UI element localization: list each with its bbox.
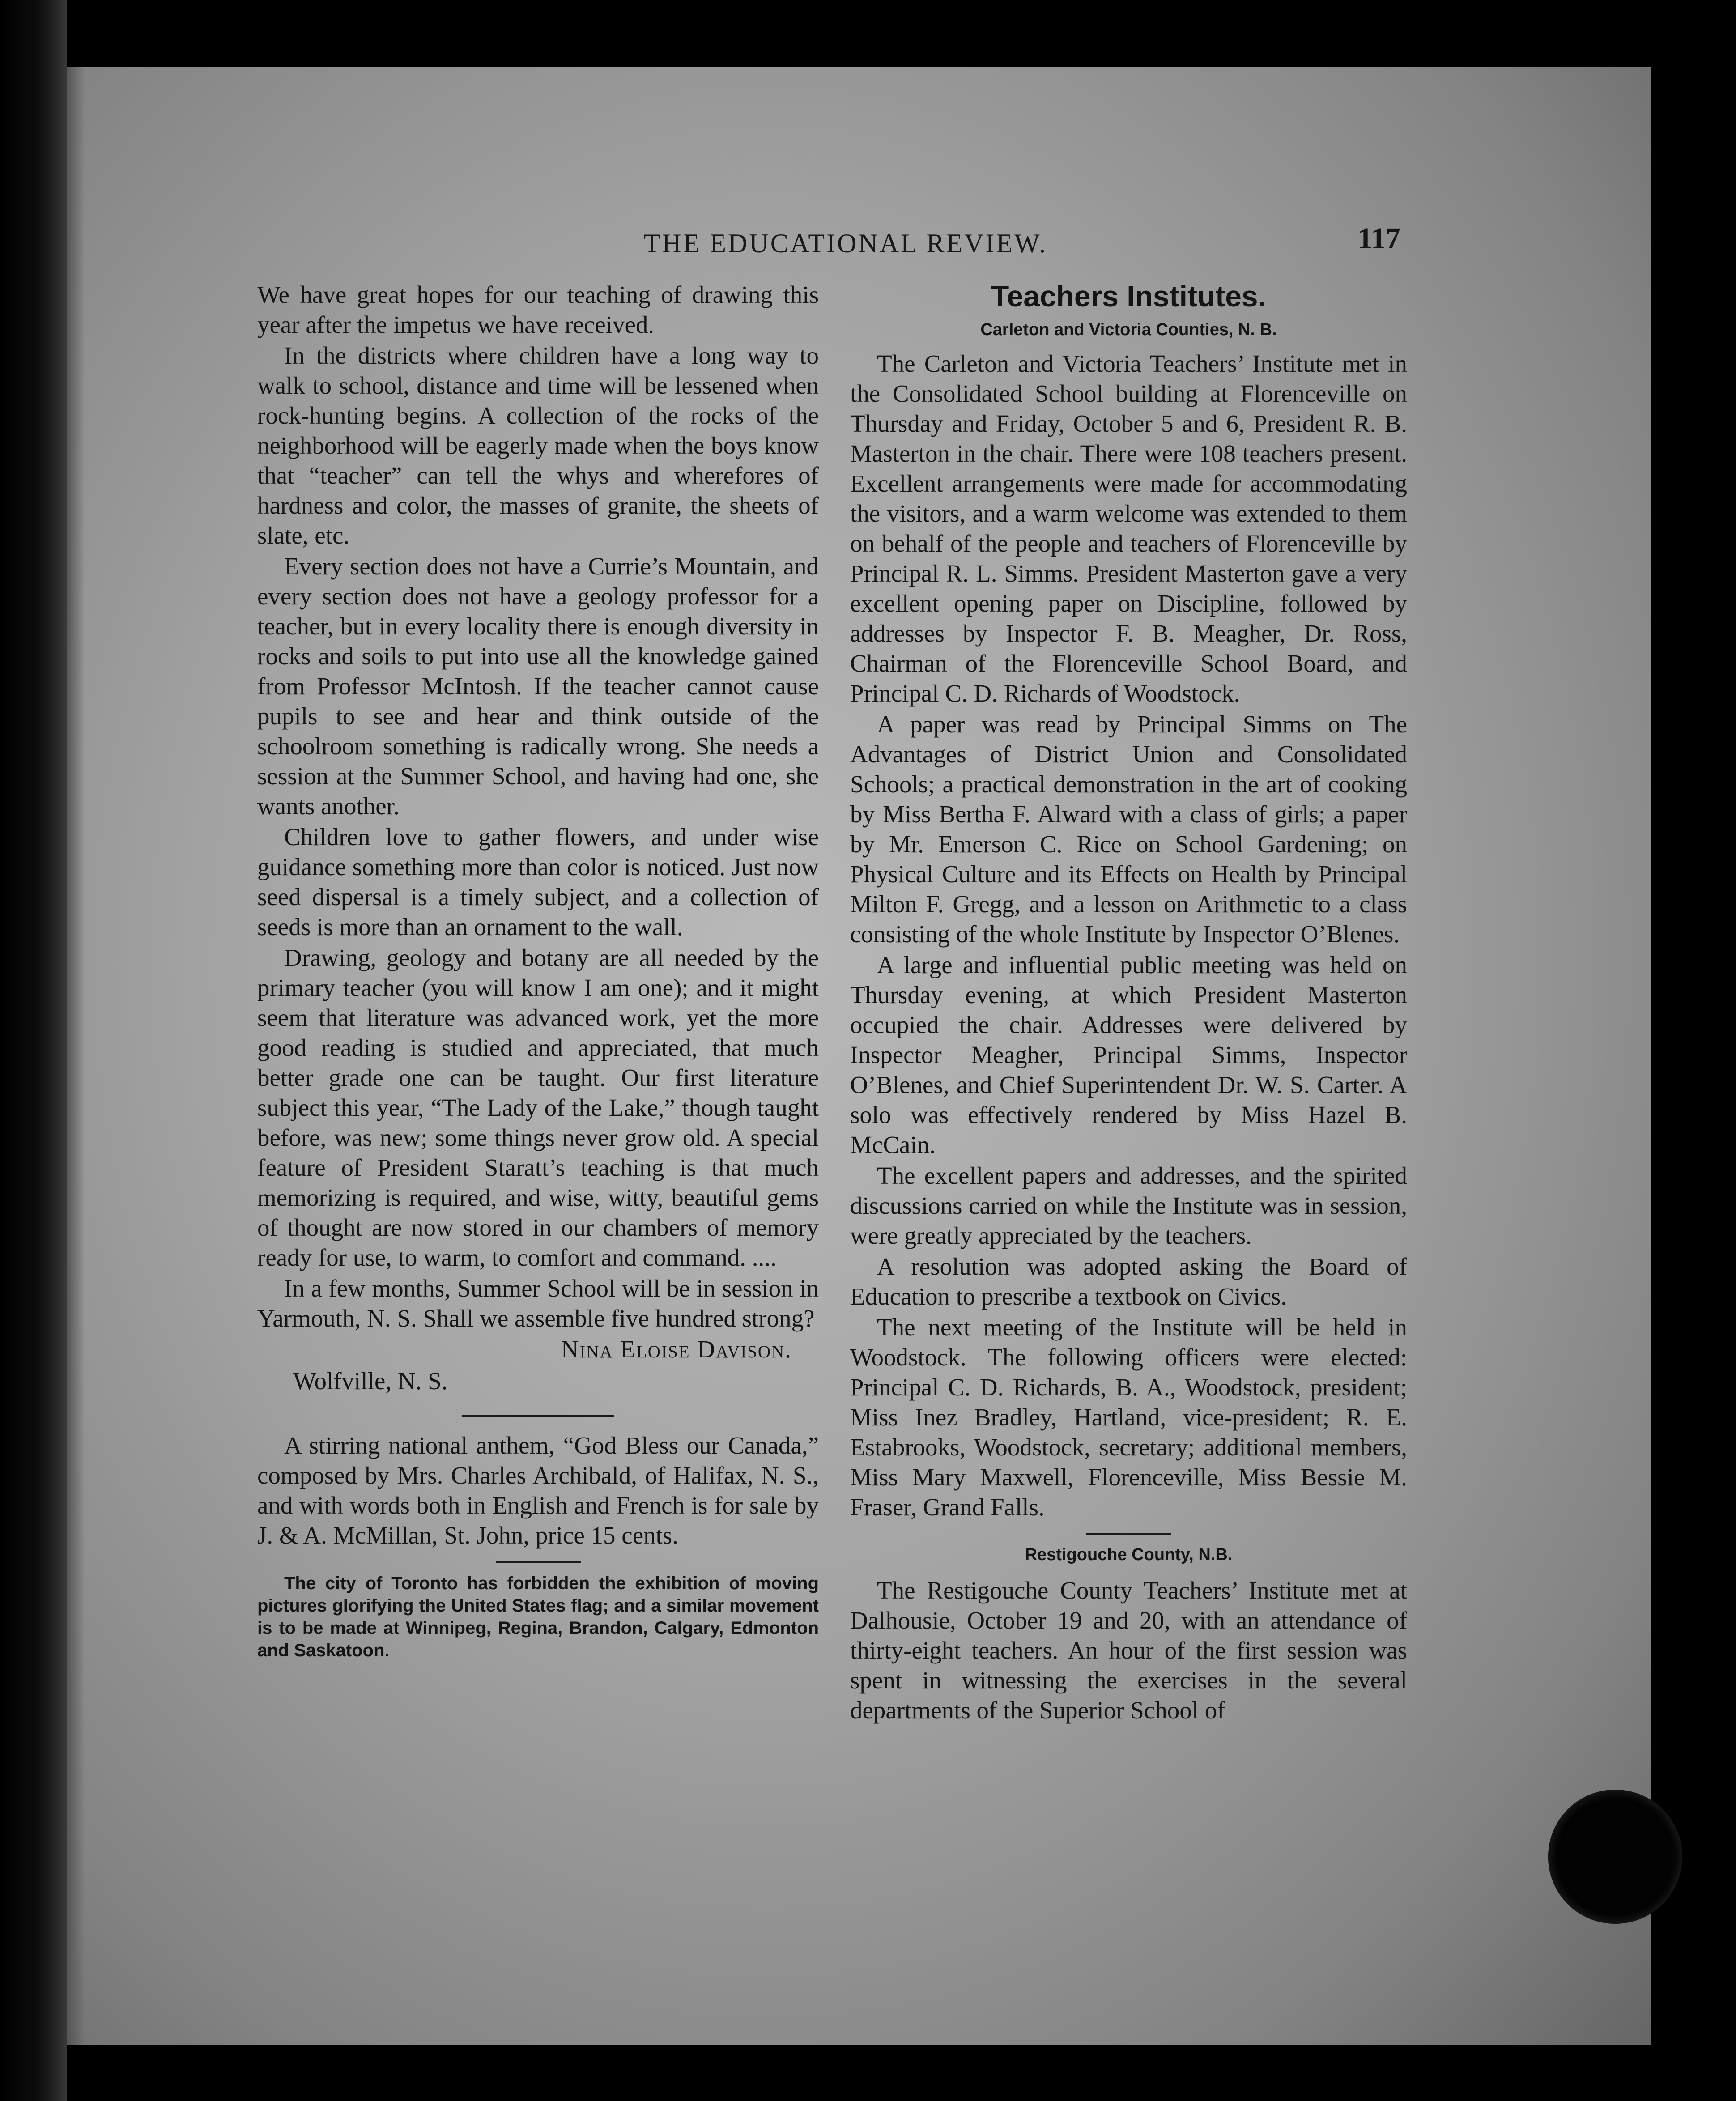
- paragraph: In the districts where children have a long way to walk to school, distance and time will be lessened when rock-hunting begins. A collection of the rocks of the neighborhood will be eagerly made when the boys know that “teacher” can tell the whys and wherefores of hardness and color, the masses of granite, the sheets of slate, etc.: [257, 342, 819, 549]
- page-number: 117: [1357, 222, 1400, 255]
- paragraph: The excellent papers and addresses, and the spirited discussions carried on while the Institute was in session, were greatly appreciated by the teachers.: [850, 1162, 1407, 1249]
- paragraph: Children love to gather flowers, and under wise guidance something more than color is noticed. Just now seed dispersal is a timely subject, and a collection of seeds is more than an ornament to the wall.: [257, 823, 819, 940]
- binding-shadow: [0, 0, 67, 2101]
- carleton-subtitle: Carleton and Victoria Counties, N. B.: [980, 320, 1277, 339]
- paragraph: The next meeting of the Institute will be held in Woodstock. The following officers were elected: Principal C. D. Richards, B. A., Woodstock, president; Miss Inez Bradley, Hartland, vice-president; R. E. Estabrooks, Woodstock, secretary; additional members, Miss Mary Maxwell, Florenceville, Miss Bessie M. Fraser, Grand Falls.: [850, 1314, 1407, 1521]
- anthem-notice: A stirring national anthem, “God Bless our Canada,” composed by Mrs. Charles Archibald, of Halifax, N. S., and with words both in English and French is for sale by J. & A. McMillan, St. John, price 15 cents.: [257, 1432, 819, 1549]
- paragraph: A paper was read by Principal Simms on The Advantages of District Union and Consolidated Schools; a practical demonstration in the art of cooking by Miss Bertha F. Alward with a class of girls; a paper by Mr. Emerson C. Rice on School Gardening; on Physical Culture and its Effects on Health by Principal Milton F. Gregg, and a lesson on Arithmetic to a class consisting of the whole Institute by Inspector O’Blenes.: [850, 710, 1407, 948]
- paragraph: In a few months, Summer School will be in session in Yarmouth, N. S. Shall we assemble five hundred strong?: [257, 1275, 819, 1332]
- running-head: THE EDUCATIONAL REVIEW.: [643, 229, 1048, 258]
- right-column: [850, 280, 1407, 1725]
- author-place: Wolfville, N. S.: [293, 1367, 448, 1395]
- thumb-shadow: [1548, 1790, 1682, 1924]
- section-title: Teachers Institutes.: [991, 280, 1266, 313]
- paragraph: A large and influential public meeting was held on Thursday evening, at which President Masterton occupied the chair. Addresses were delivered by Inspector Meagher, Principal Simms, Inspector O’Blenes, and Chief Superintendent Dr. W. S. Carter. A solo was effectively rendered by Miss Hazel B. McCain.: [850, 951, 1407, 1158]
- restigouche-subtitle: Restigouche County, N.B.: [1025, 1545, 1233, 1564]
- paragraph: The Restigouche County Teachers’ Institute met at Dalhousie, October 19 and 20, with an attendance of thirty-eight teachers. An hour of the first session was spent in witnessing the exercises in the several departments of the Superior School of: [850, 1577, 1407, 1724]
- toronto-note: The city of Toronto has forbidden the exhibition of moving pictures glorifying the United States flag; and a similar movement is to be made at Winnipeg, Regina, Brandon, Calgary, Edmonton and Saskatoon.: [257, 1574, 819, 1660]
- paragraph: The Carleton and Victoria Teachers’ Institute met in the Consolidated School building at Florenceville on Thursday and Friday, October 5 and 6, President R. B. Masterton in the chair. There were 108 teachers present. Excellent arrangements were made for accommodating the visitors, and a warm welcome was extended to them on behalf of the people and teachers of Florenceville by Principal R. L. Simms. President Masterton gave a very excellent opening paper on Discipline, followed by addresses by Inspector F. B. Meagher, Dr. Ross, Chairman of the Florenceville School Board, and Principal C. D. Richards of Woodstock.: [850, 350, 1407, 707]
- divider-rule: [462, 1415, 614, 1417]
- divider-rule: [496, 1561, 581, 1563]
- divider-rule: [1086, 1533, 1171, 1535]
- paragraph: Drawing, geology and botany are all needed by the primary teacher (you will know I am one); and it might seem that literature was advanced work, yet the more good reading is studied and appreciated, that much better grade one can be taught. Our first literature subject this year, “The Lady of the Lake,” though taught before, was new; some things never grow old. A special feature of President Staratt’s teaching is that much memorizing is required, and wise, witty, beautiful gems of thought are now stored in our chambers of memory ready for use, to warm, to comfort and command. ....: [257, 944, 819, 1271]
- paragraph: Every section does not have a Currie’s Mountain, and every section does not have a geology professor for a teacher, but in every locality there is enough diversity in rocks and soils to put into use all the knowledge gained from Professor McIntosh. If the teacher cannot cause pupils to see and hear and think outside of the schoolroom something is radically wrong. She needs a session at the Summer School, and having had one, she wants another.: [257, 553, 819, 820]
- scan-border: [1651, 54, 1736, 2101]
- left-column: [257, 280, 819, 1662]
- author-signature: Nina Eloise Davison.: [561, 1335, 792, 1363]
- paragraph: A resolution was adopted asking the Board of Education to prescribe a textbook on Civics.: [850, 1253, 1407, 1310]
- binding-edge: [67, 67, 85, 2045]
- paragraph: We have great hopes for our teaching of drawing this year after the impetus we have received.: [257, 281, 819, 338]
